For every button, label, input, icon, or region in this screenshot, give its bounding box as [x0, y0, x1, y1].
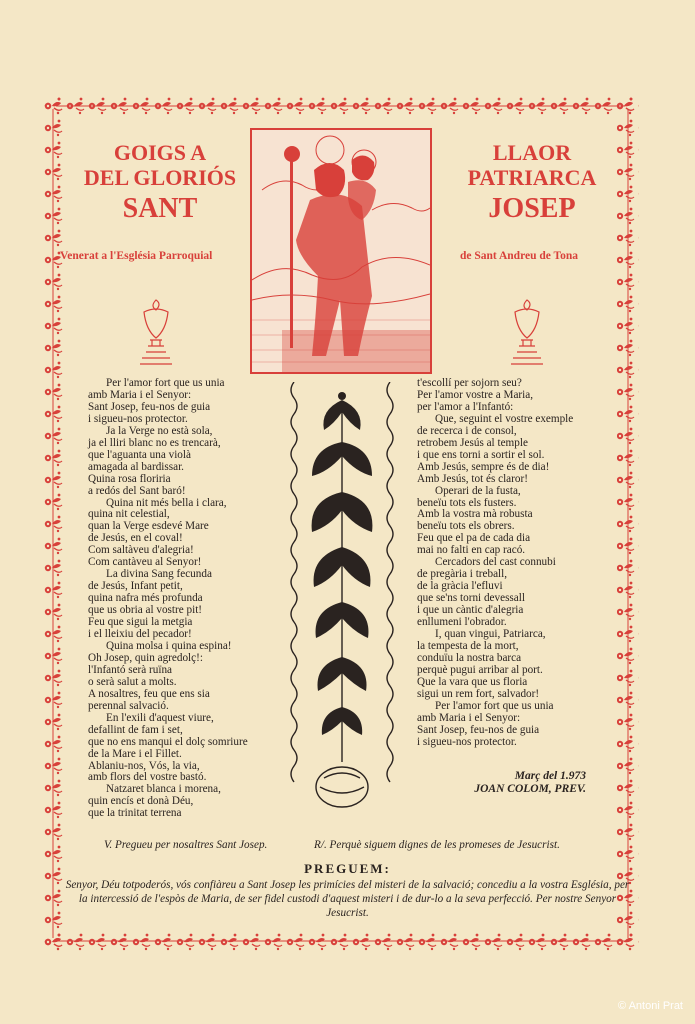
central-ornament	[288, 382, 396, 822]
versicle-r: R/. Perquè siguem dignes de les promeses de Jesucrist.	[314, 839, 560, 851]
verse-line: Feu que sigui la metgia	[88, 616, 193, 629]
verse-line: a redós del Sant baró!	[88, 484, 186, 497]
verse-line: de pregària i treball,	[417, 568, 508, 581]
verse-line: Amb Jesús, sempre és de dia!	[417, 460, 550, 473]
prayer-text: Senyor, Déu totpoderós, vós confiàreu a Sant Josep les primícies del misteri de la salvació; concediu a la vostra Església, per la intercessió de l'espòs de Maria, de ser fidel custodi d'aquest misteri i de dur-lo a la seva perfecció. Per nostre Senyor Jesucrist.	[65, 879, 630, 919]
verse-line: Ja la Verge no està sola,	[106, 424, 213, 437]
verse-line: Per l'amor fort que us unia	[435, 699, 554, 712]
verse-line: Per l'amor vostre a Maria,	[417, 388, 534, 401]
verse-line: Que la vara que us floria	[417, 675, 528, 688]
verse-line: quan la Verge esdevé Mare	[88, 520, 209, 533]
verse-line: enllumeni l'obrador.	[417, 616, 507, 629]
verse-line: Ablaniu-nos, Vós, la via,	[88, 759, 200, 772]
verse-line: Com saltàveu d'alegria!	[88, 544, 194, 557]
verse-line: que l'aguanta una violà	[88, 448, 191, 461]
title-left	[60, 140, 260, 225]
verse-line: I, quan vingui, Patriarca,	[435, 628, 546, 641]
verse-line: Amb la vostra mà robusta	[417, 508, 533, 521]
verse-line: de recerca i de consol,	[417, 424, 517, 437]
verse-line: amb Maria i el Senyor:	[88, 388, 192, 401]
verse-line: conduïu la nostra barca	[417, 651, 522, 664]
verse-line: amb flors del vostre bastó.	[88, 771, 207, 784]
verse-line: i que un càntic d'alegria	[417, 604, 524, 617]
verse-line: t'escollí per sojorn seu?	[417, 377, 522, 389]
signature-date: Març del 1.973	[514, 770, 586, 782]
versicle-v: V. Pregueu per nosaltres Sant Josep.	[104, 839, 268, 851]
verse-line: sigui un rem fort, salvador!	[417, 687, 540, 700]
subtitle-right: de Sant Andreu de Tona	[460, 250, 579, 262]
verse-line: de Jesús, Infant petit,	[88, 580, 183, 593]
verse-line: Cercadors del cast connubi	[435, 556, 556, 569]
verse-line: que us obria al vostre pit!	[88, 604, 203, 617]
verse-line: quina nafra més profunda	[88, 592, 203, 605]
verse-line: que no ens manqui el dolç somriure	[88, 735, 248, 748]
verse-line: La divina Sang fecunda	[106, 568, 212, 581]
verse-line: En l'exili d'aquest viure,	[106, 711, 214, 724]
title-left-line3: SANT	[122, 192, 198, 224]
verse-line: amagada al bardissar.	[88, 460, 184, 473]
verse-line: quin encís et donà Déu,	[88, 795, 194, 808]
verse-line: Quina molsa i quina espina!	[106, 639, 232, 652]
verse-line: defallint de fam i set,	[88, 723, 183, 736]
signature	[456, 770, 586, 796]
copyright-credit: © Antoni Prat	[618, 1000, 683, 1012]
left-verses	[88, 378, 248, 820]
verse-line: ja el lliri blanc no es trencarà,	[88, 436, 221, 449]
verse-line: i sigueu-nos protector.	[88, 412, 188, 425]
verse-line: perquè pugui arribar al port.	[417, 663, 543, 676]
verse-line: amb Maria i el Senyor:	[417, 711, 521, 724]
title-left-line1: GOIGS A	[113, 140, 207, 165]
verse-line: i el lleixiu del pecador!	[88, 628, 192, 641]
verse-line: Amb Jesús, tot és claror!	[417, 472, 528, 485]
preguem-title: PREGUEM:	[304, 861, 391, 876]
title-left-line2: DEL GLORIÓS	[83, 165, 237, 191]
verse-line: quina nit celestial,	[88, 508, 170, 521]
verse-line: Operari de la fusta,	[435, 484, 521, 497]
title-right-line2: PATRIARCA	[467, 165, 597, 191]
verse-line: de Jesús, en el coval!	[88, 532, 183, 545]
title-right	[432, 140, 632, 225]
verse-line: retrobem Jesús al temple	[417, 436, 528, 449]
verse-line: Com cantàveu al Senyor!	[88, 556, 202, 569]
verse-line: Feu que el pa de cada dia	[417, 532, 531, 545]
verse-line: beneïu tots els obrers.	[417, 520, 515, 533]
verse-line: de la Mare i el Fillet.	[88, 747, 182, 760]
title-right-line1: LLAOR	[492, 140, 572, 165]
verse-line: Sant Josep, feu-nos de guia	[417, 723, 540, 736]
verse-line: l'Infantó serà ruïna	[88, 663, 173, 676]
verse-line: Natzaret blanca i morena,	[106, 783, 221, 796]
verse-line: perennal salvació.	[88, 699, 169, 712]
verse-line: la tempesta de la mort,	[417, 639, 519, 652]
verse-line: Sant Josep, feu-nos de guia	[88, 400, 211, 413]
signature-author: JOAN COLOM, PREV.	[474, 783, 586, 795]
vase-icon-right	[507, 296, 547, 368]
verse-line: Quina rosa floriria	[88, 472, 171, 485]
verse-line: de la gràcia l'efluvi	[417, 580, 503, 593]
verse-line: Per l'amor fort que us unia	[106, 377, 225, 389]
verse-line: o serà salut a molts.	[88, 675, 177, 688]
verse-line: Oh Josep, quin agredolç!:	[88, 651, 203, 664]
verse-line: Quina nit més bella i clara,	[106, 496, 227, 509]
title-right-line3: JOSEP	[488, 192, 576, 224]
subtitle-left: Venerat a l'Església Parroquial	[60, 250, 213, 262]
saint-joseph-illustration-icon	[252, 130, 430, 372]
verse-line: beneïu tots els fusters.	[417, 496, 517, 509]
verse-line: per l'amor a l'Infantó:	[417, 400, 514, 413]
verse-line: i que ens torni a sortir el sol.	[417, 448, 545, 461]
saint-joseph-woodcut	[250, 128, 432, 374]
vase-icon	[136, 296, 176, 368]
verse-line: que la trinitat terrena	[88, 807, 182, 820]
verse-line: i sigueu-nos protector.	[417, 735, 517, 748]
verse-line: A nosaltres, feu que ens sia	[88, 687, 210, 700]
verse-line: que se'ns torni devessall	[417, 592, 525, 605]
right-verses	[417, 378, 573, 749]
verse-line: mai no falti en cap racó.	[417, 544, 526, 557]
verse-line: Que, seguint el vostre exemple	[435, 412, 574, 425]
